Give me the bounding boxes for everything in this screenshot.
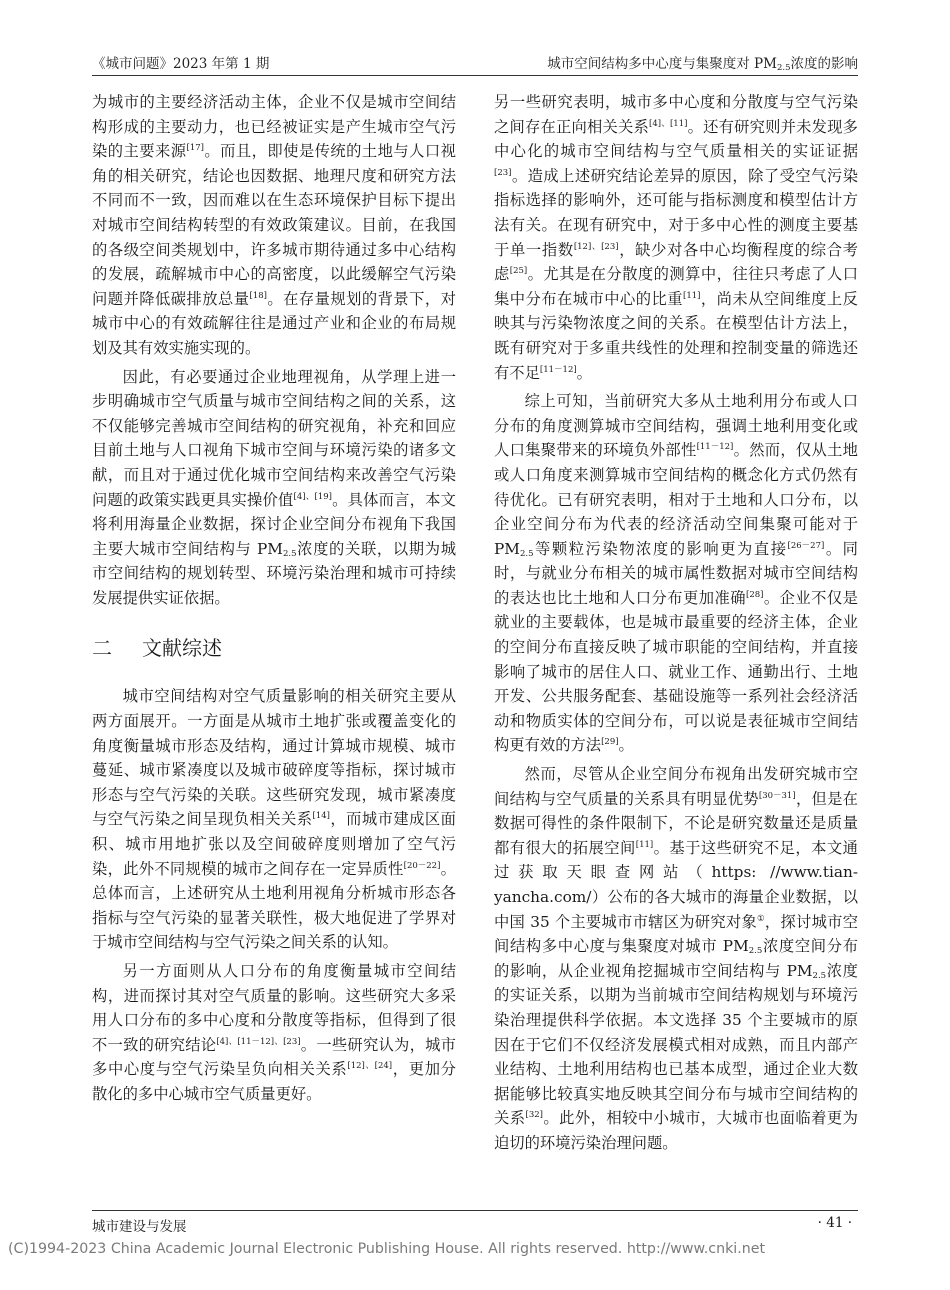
citation: [11－12]: [696, 442, 734, 453]
right-column: [494, 90, 858, 1156]
footer-rule: [92, 1210, 858, 1211]
citation: [20－22]: [403, 860, 441, 871]
section-title: 文献综述: [142, 636, 222, 661]
running-header-title: 城市空间结构多中心度与集聚度对 $PM_{2.5}$浓度的影响: [547, 56, 858, 73]
citation: [4]、[11]: [649, 118, 688, 129]
paragraph: 综上可知，当前研究大多从土地利用分布或人口分布的角度测算城市空间结构，强调土地利用变化或人口集聚带来的环境负外部性[11－12]。然而，仅从土地或人口角度来测算城市空间结构的概念化方式仍然有待优化。已有研究表明，相对于土地和人口分布，以企业空间分布为代表的经济活动空间集聚可能对于 $PM_{2.5}$等颗粒污染物浓度的影响更为直接[26－27]。同时，与就业分布相关的城市属性数据对城市空间结构的表达也比土地和人口分布更加准确[28]。企业不仅是就业的主要载体，也是城市最重要的经济主体，企业的空间分布直接反映了城市职能的空间结构，并直接影响了城市的居住人口、就业工作、通勤出行、土地开发、公共服务配套、基础设施等一系列社会经济活动和物质实体的空间分布，可以说是表征城市空间结构更有效的方法[29]。: [494, 392, 858, 755]
paragraph: 因此，有必要通过企业地理视角，从学理上进一步明确城市空气质量与城市空间结构之间的关系，这不仅能够完善城市空间结构的研究视角，补充和回应目前土地与人口视角下城市空间与环境污染的诸多文献，而且对于通过优化城市空间结构来改善空气污染问题的政策实践更具实操价值[4]、[19]。具体而言，本文将利用海量企业数据，探讨企业空间分布视角下我国主要大城市空间结构与 $PM_{2.5}$浓度的关联，以期为城市空间结构的规划转型、环境污染治理和城市可持续发展提供实证依据。: [92, 367, 456, 607]
citation: [18]: [249, 290, 267, 301]
running-header-journal: 《城市问题》2023 年第 1 期: [92, 56, 270, 72]
paragraph: 为城市的主要经济活动主体，企业不仅是城市空间结构形成的主要动力，也已经被证实是产生城市空气污染的主要来源[17]。而且，即使是传统的土地与人口视角的相关研究，结论也因数据、地理尺度和研究方法不同而不一致，因而难以在生态环境保护目标下提出对城市空间结构转型的有效政策建议。目前，在我国的各级空间类规划中，许多城市期待通过多中心结构的发展，疏解城市中心的高密度，以此缓解空气污染问题并降低碳排放总量[18]。在存量规划的背景下，对城市中心的有效疏解往往是通过产业和企业的布局规划及其有效实施实现的。: [92, 93, 456, 357]
header-rule: [92, 75, 858, 76]
footnote-marker: ①: [757, 913, 765, 924]
section-heading: [92, 634, 456, 662]
citation: [11]: [683, 290, 701, 301]
citation: [23]: [494, 167, 512, 178]
citation: [30－31]: [758, 790, 796, 801]
citation: [14]: [312, 811, 330, 822]
citation: [26－27]: [787, 540, 825, 551]
section-number: 二: [92, 636, 112, 661]
paragraph: 另一方面则从人口分布的角度衡量城市空间结构，进而探讨其对空气质量的影响。这些研究大多采用人口分布的多中心度和分散度等指标，但得到了很不一致的研究结论[4]、[11－12]、[23]。一些研究认为，城市多中心度与空气污染呈负向相关关系[12]、[24]，更加分散化的多中心城市空气质量更好。: [92, 962, 456, 1103]
paragraph: 然而，尽管从企业空间分布视角出发研究城市空间结构与空气质量的关系具有明显优势[30－31]，但是在数据可得性的条件限制下，不论是研究数量还是质量都有很大的拓展空间[11]。基于这些研究不足，本文通过获取天眼查网站（https: //www.tian-yancha.com/）公布的各大城市的海量企业数据，以中国 35 个主要城市市辖区为研究对象①，探讨城市空间结构多中心度与集聚度对城市 $PM_{2.5}$浓度空间分布的影响，从企业视角挖掘城市空间结构与 $PM_{2.5}$浓度的实证关系，以期为当前城市空间结构规划与环境污染治理提供科学依据。本文选择 35 个主要城市的原因在于它们不仅经济发展模式相对成熟，而且内部产业结构、土地利用结构也已基本成型，通过企业大数据能够比较真实地反映其空间分布与城市空间结构的关系[32]。此外，相较中小城市，大城市也面临着更为迫切的环境污染治理问题。: [494, 765, 858, 1152]
citation: [29]: [601, 737, 619, 748]
citation: [4]、[19]: [293, 491, 332, 502]
citation: [11－12]: [539, 364, 577, 375]
citation: [28]: [746, 589, 764, 600]
footer-section-name: 城市建设与发展: [92, 1219, 187, 1235]
citation: [4]、[11－12]、[23]: [216, 1036, 301, 1047]
paragraph: 另一些研究表明，城市多中心度和分散度与空气污染之间存在正向相关关系[4]、[11]。还有研究则并未发现多中心化的城市空间结构与空气质量相关的实证证据[23]。造成上述研究结论差异的原因，除了受空气污染指标选择的影响外，还可能与指标测度和模型估计方法有关。在现有研究中，对于多中心性的测度主要基于单一指数[12]、[23]，缺少对各中心均衡程度的综合考虑[25]。尤其是在分散度的测算中，往往只考虑了人口集中分布在城市中心的比重[11]，尚未从空间维度上反映其与污染物浓度之间的关系。在模型估计方法上，既有研究对于多重共线性的处理和控制变量的筛选还有不足[11－12]。: [494, 93, 858, 382]
citation: [11]: [635, 839, 654, 850]
citation: [12]、[23]: [573, 241, 619, 252]
citation: [17]: [186, 143, 204, 154]
citation: [12]、[24]: [347, 1061, 393, 1072]
copyright-notice: (C)1994-2023 China Academic Journal Electronic Publishing House. All rights reserved. http://www.cnki.net: [8, 1241, 766, 1257]
citation: [25]: [509, 266, 528, 277]
page-number: · 41 ·: [817, 1215, 852, 1231]
paragraph: 城市空间结构对空气质量影响的相关研究主要从两方面展开。一方面是从城市土地扩张或覆盖变化的角度衡量城市形态及结构，通过计算城市规模、城市蔓延、城市紧凑度以及城市破碎度等指标，探讨城市形态与空气污染的关联。这些研究发现，城市紧凑度与空气污染之间呈现负相关关系[14]，而城市建成区面积、城市用地扩张以及空间破碎度则增加了空气污染，此外不同规模的城市之间存在一定异质性[20－22]。总体而言，上述研究从土地利用视角分析城市形态各指标与空气污染的显著关联性，极大地促进了学界对于城市空间结构与空气污染之间关系的认知。: [92, 687, 456, 952]
left-column: [92, 90, 456, 1107]
citation: [32]: [525, 1110, 543, 1121]
